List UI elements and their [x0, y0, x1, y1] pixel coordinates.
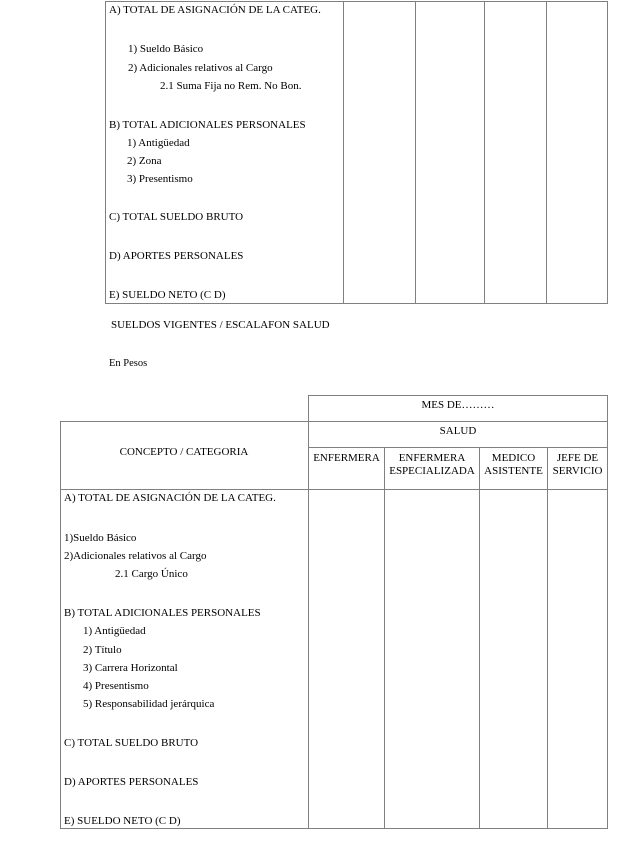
top-table-border-top [105, 1, 608, 2]
row-b3: 3) Carrera Horizontal [83, 662, 178, 674]
table-border-concept-top [60, 421, 608, 422]
row-a2: 2)Adicionales relativos al Cargo [64, 550, 207, 562]
table-col-divider [384, 447, 385, 828]
row-a21: 2.1 Cargo Único [115, 568, 188, 580]
row-a1: 1)Sueldo Básico [64, 532, 137, 544]
top-row-b2: 2) Zona [127, 155, 162, 167]
row-b2: 2) Título [83, 644, 122, 656]
top-table-col-divider [546, 1, 547, 304]
top-table-col-divider [484, 1, 485, 304]
top-table-border-bottom [105, 303, 608, 304]
top-table-border-left [105, 1, 106, 304]
table-group-divider [308, 447, 608, 448]
top-row-a-title: A) TOTAL DE ASIGNACIÓN DE LA CATEG. [109, 4, 321, 16]
top-row-b-title: B) TOTAL ADICIONALES PERSONALES [109, 119, 306, 131]
table-col-divider [479, 447, 480, 828]
table-col-divider [547, 447, 548, 828]
column-header-enfermera: ENFERMERA [313, 452, 380, 464]
top-table-border-right [607, 1, 608, 304]
table-border-right [607, 395, 608, 828]
top-row-e-title: E) SUELDO NETO (C D) [109, 289, 226, 301]
row-e-title: E) SUELDO NETO (C D) [64, 815, 181, 827]
top-row-b3: 3) Presentismo [127, 173, 193, 185]
column-header-jefe-de-servicio: JEFE DE SERVICIO [552, 452, 603, 477]
table-border-left [60, 421, 61, 828]
row-b5: 5) Responsabilidad jerárquica [83, 698, 215, 710]
table-header-bottom [60, 489, 608, 490]
top-row-a21: 2.1 Suma Fija no Rem. No Bon. [160, 80, 302, 92]
top-table-col-divider [415, 1, 416, 304]
top-table-col-divider [343, 1, 344, 304]
currency-note: En Pesos [109, 358, 148, 369]
row-d-title: D) APORTES PERSONALES [64, 776, 199, 788]
row-c-title: C) TOTAL SUELDO BRUTO [64, 737, 199, 749]
row-b-title: B) TOTAL ADICIONALES PERSONALES [64, 607, 261, 619]
row-a-title: A) TOTAL DE ASIGNACIÓN DE LA CATEG. [64, 492, 276, 504]
row-b1: 1) Antigüedad [83, 625, 146, 637]
top-row-b1: 1) Antigüedad [127, 137, 190, 149]
table-border-bottom [60, 828, 608, 829]
top-row-c-title: C) TOTAL SUELDO BRUTO [109, 211, 244, 223]
top-row-a2: 2) Adicionales relativos al Cargo [128, 62, 273, 74]
column-header-medico-asistente: MEDICO ASISTENTE [484, 452, 543, 477]
group-header-salud: SALUD [439, 425, 477, 437]
top-row-d-title: D) APORTES PERSONALES [109, 250, 244, 262]
top-row-a1: 1) Sueldo Básico [128, 43, 204, 55]
concept-header: CONCEPTO / CATEGORIA [119, 446, 249, 458]
table-border-top [308, 395, 608, 396]
column-header-enfermera-especializada: ENFERMERA ESPECIALIZADA [389, 452, 475, 477]
row-b4: 4) Presentismo [83, 680, 149, 692]
section-title: SUELDOS VIGENTES / ESCALAFON SALUD [111, 319, 330, 331]
month-header: MES DE……… [421, 399, 495, 411]
